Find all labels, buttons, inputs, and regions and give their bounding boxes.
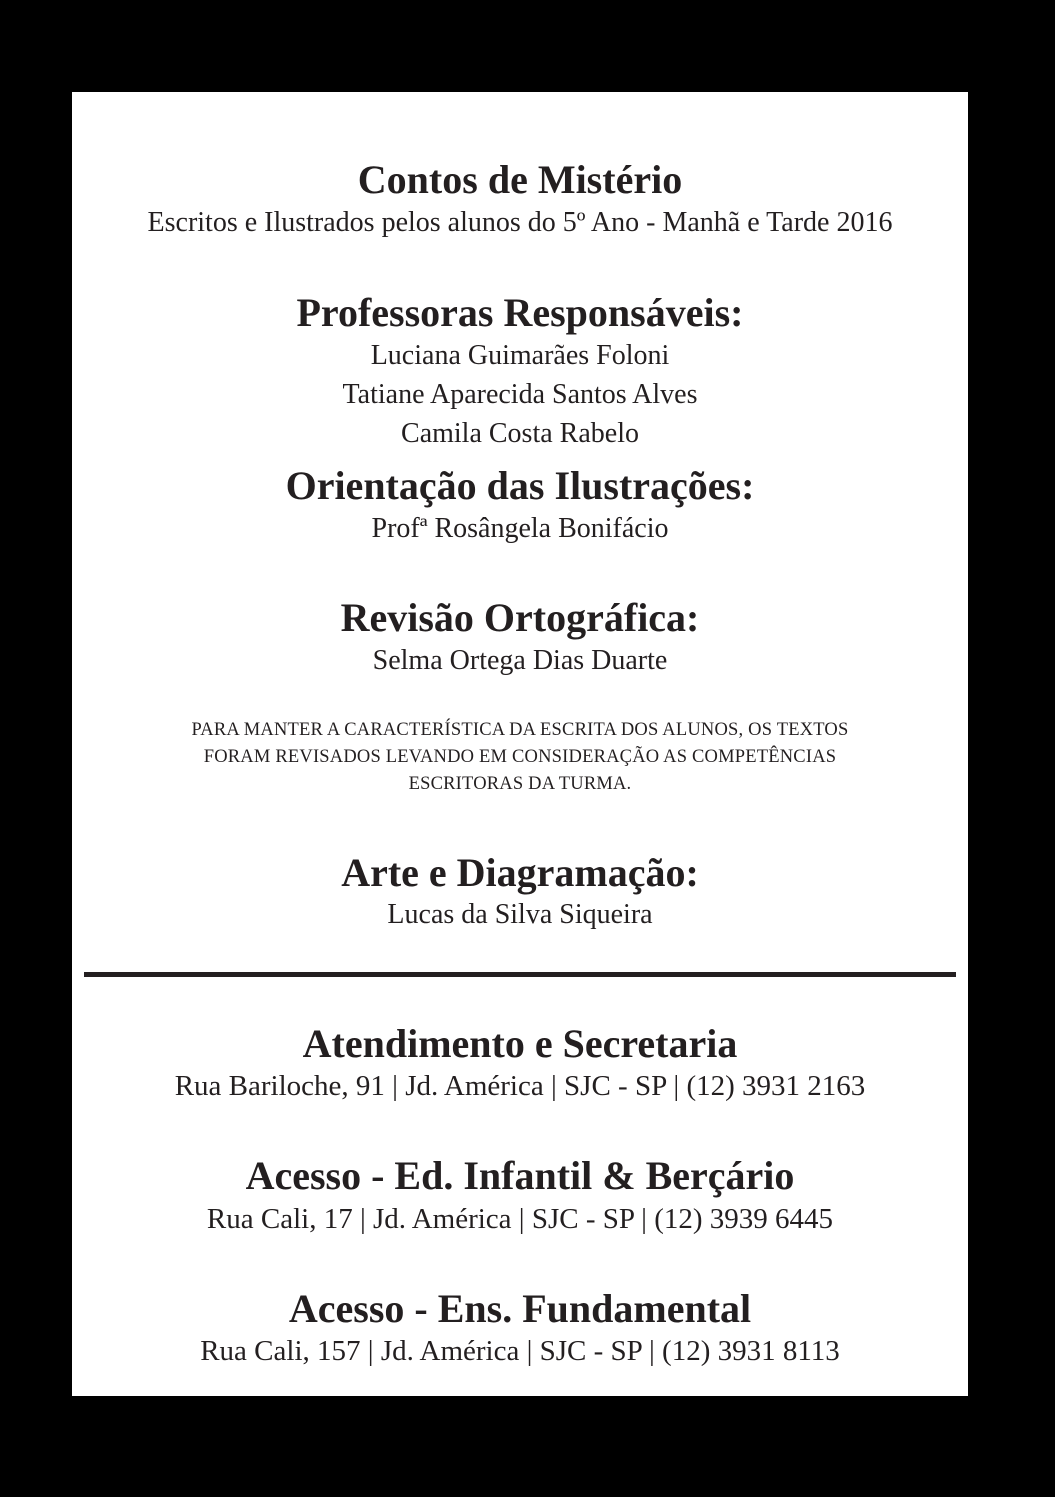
book-title: Contos de Mistério (357, 157, 683, 202)
contact-heading: Atendimento e Secretaria (302, 1021, 738, 1066)
book-subtitle: Escritos e Ilustrados pelos alunos do 5º Ano - Manhã e Tarde 2016 (147, 207, 893, 238)
teacher-name: Camila Costa Rabelo (401, 418, 639, 449)
revision-name: Selma Ortega Dias Duarte (372, 645, 668, 676)
contact-address: Rua Bariloche, 91 | Jd. América | SJC - SP | (12) 3931 2163 (174, 1070, 866, 1102)
revision-heading: Revisão Ortográfica: (340, 595, 700, 640)
contact-address: Rua Cali, 157 | Jd. América | SJC - SP | (12) 3931 8113 (200, 1335, 840, 1367)
illustrations-name: Profª Rosângela Bonifácio (371, 513, 669, 544)
contact-heading: Acesso - Ens. Fundamental (288, 1286, 752, 1331)
section-divider (84, 972, 956, 977)
credits-page (72, 92, 968, 1396)
revision-note-line: ESCRITORAS DA TURMA. (408, 774, 632, 794)
contact-heading: Acesso - Ed. Infantil & Berçário (245, 1153, 795, 1198)
revision-note-line: FORAM REVISADOS LEVANDO EM CONSIDERAÇÃO AS COMPETÊNCIAS (203, 747, 837, 767)
art-heading: Arte e Diagramação: (341, 850, 699, 895)
teacher-name: Luciana Guimarães Foloni (370, 340, 670, 371)
teacher-name: Tatiane Aparecida Santos Alves (342, 379, 698, 410)
revision-note-line: PARA MANTER A CARACTERÍSTICA DA ESCRITA DOS ALUNOS, OS TEXTOS (191, 720, 849, 740)
art-name: Lucas da Silva Siqueira (387, 899, 653, 930)
teachers-heading: Professoras Responsáveis: (296, 290, 744, 335)
contact-address: Rua Cali, 17 | Jd. América | SJC - SP | (12) 3939 6445 (206, 1203, 834, 1235)
illustrations-heading: Orientação das Ilustrações: (285, 463, 755, 508)
